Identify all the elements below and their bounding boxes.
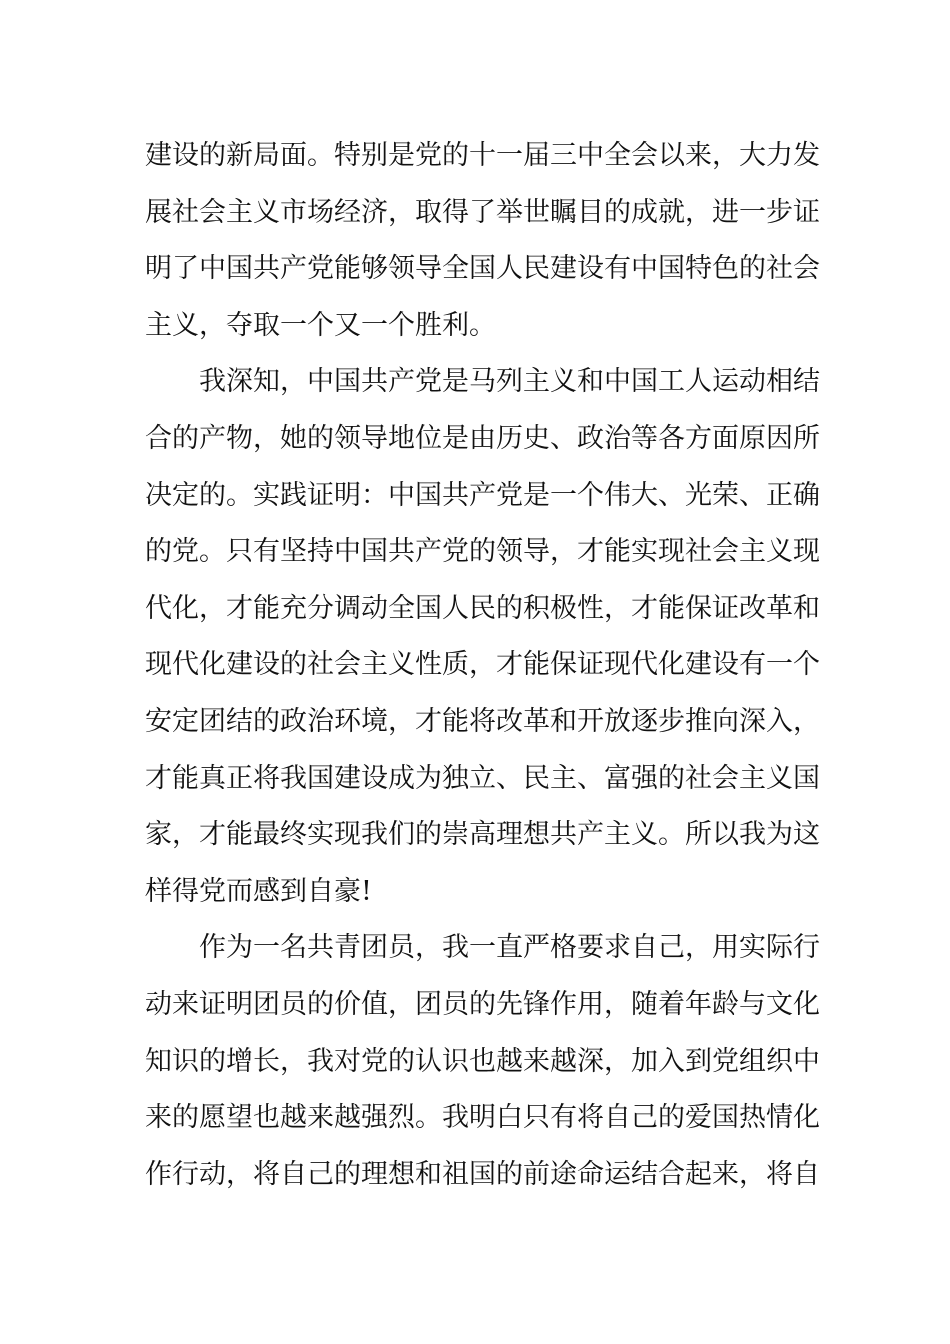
text-line: 才能真正将我国建设成为独立、民主、富强的社会主义国 bbox=[145, 762, 820, 794]
text-line: 知识的增长，我对党的认识也越来越深，加入到党组织中 bbox=[145, 1045, 820, 1077]
text-line: 代化，才能充分调动全国人民的积极性，才能保证改革和 bbox=[145, 592, 820, 624]
text-line: 作为一名共青团员，我一直严格要求自己，用实际行 bbox=[199, 932, 820, 964]
text-line: 来的愿望也越来越强烈。我明白只有将自己的爱国热情化 bbox=[145, 1102, 820, 1134]
text-line: 主义，夺取一个又一个胜利。 bbox=[145, 309, 496, 341]
text-line: 动来证明团员的价值，团员的先锋作用，随着年龄与文化 bbox=[145, 988, 820, 1020]
text-line: 建设的新局面。特别是党的十一届三中全会以来，大力发 bbox=[145, 140, 820, 171]
text-line: 决定的。实践证明：中国共产党是一个伟大、光荣、正确 bbox=[145, 479, 820, 511]
document-body bbox=[145, 128, 820, 1203]
text-line: 合的产物，她的领导地位是由历史、政治等各方面原因所 bbox=[145, 422, 820, 454]
text-line: 展社会主义市场经济，取得了举世瞩目的成就，进一步证 bbox=[145, 196, 820, 228]
text-line: 家，才能最终实现我们的崇高理想共产主义。所以我为这 bbox=[145, 819, 820, 851]
text-line: 现代化建设的社会主义性质，才能保证现代化建设有一个 bbox=[145, 649, 820, 681]
text-line: 的党。只有坚持中国共产党的领导，才能实现社会主义现 bbox=[145, 536, 820, 568]
text-line: 作行动，将自己的理想和祖国的前途命运结合起来，将自 bbox=[145, 1158, 820, 1190]
text-line: 明了中国共产党能够领导全国人民建设有中国特色的社会 bbox=[145, 253, 820, 285]
text-line: 样得党而感到自豪! bbox=[145, 875, 372, 907]
text-line: 我深知，中国共产党是马列主义和中国工人运动相结 bbox=[199, 366, 820, 398]
text-line: 安定团结的政治环境，才能将改革和开放逐步推向深入， bbox=[145, 705, 820, 737]
